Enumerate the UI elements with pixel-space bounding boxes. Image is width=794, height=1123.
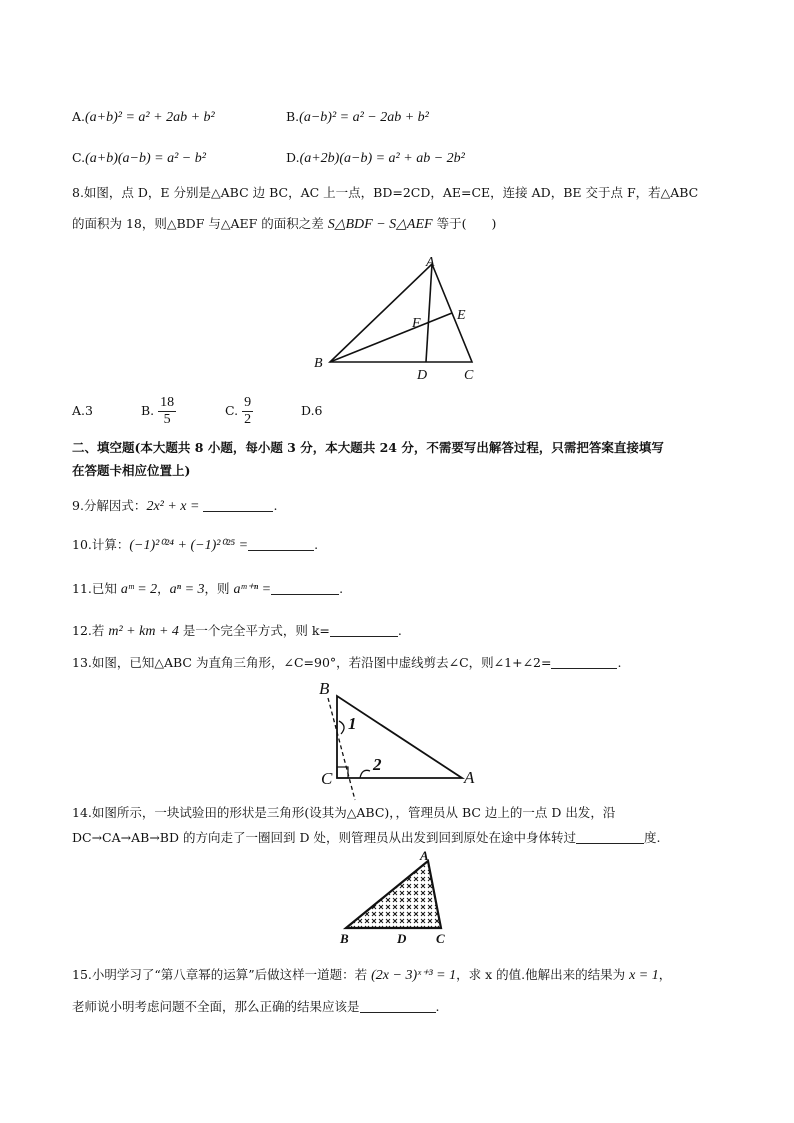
q8-label-f: F <box>412 316 421 331</box>
q8-option-c-label: C. <box>225 403 239 418</box>
q7-option-b-expr: (a−b)² = a² − 2ab + b² <box>299 110 429 125</box>
q14-line1: 14.如图所示，一块试验田的形状是三角形(设其为△ABC)，，管理员从 BC 边上的一点 D 出发，沿 <box>72 805 616 820</box>
q7-option-a-expr: (a+b)² = a² + 2ab + b² <box>85 110 215 125</box>
q9 <box>72 496 277 517</box>
section2-title-line1: 二、填空题(本大题共 8 小题，每小题 3 分，本大题共 24 分，不需要写出解答过程，只需把答案直接填写 <box>72 440 664 455</box>
q15-tail: . <box>435 999 440 1014</box>
q13-angle2-arc <box>360 770 370 778</box>
q8-option-d: D.6 <box>301 403 323 418</box>
q11-text: 11.已知 <box>72 581 121 596</box>
q8-option-b <box>141 392 176 430</box>
q12-text: 12.若 <box>72 623 109 638</box>
q15-answer-blank[interactable] <box>360 998 436 1013</box>
q7-option-d <box>286 148 465 169</box>
q15-line2 <box>72 997 440 1017</box>
q13-triangle <box>337 696 462 778</box>
q15-line2-text: 老师说小明考虑问题不全面，那么正确的结果应该是 <box>72 999 360 1014</box>
q8-option-b-label: B. <box>141 403 155 418</box>
q14-label-a: A <box>420 848 429 863</box>
q14-label-d: D <box>397 931 407 946</box>
q9-answer-blank[interactable] <box>203 497 273 512</box>
q8-option-b-fraction <box>158 395 176 428</box>
q8-option-c-fraction <box>242 395 253 428</box>
q8-line1: 8.如图，点 D，E 分别是△ABC 边 BC，AC 上一点，BD=2CD，AE=CE，连接 AD，BE 交于点 F，若△ABC <box>72 185 699 200</box>
q13-label-1: 1 <box>348 714 357 733</box>
q7-option-c <box>72 148 206 169</box>
q13-text: 13.如图，已知△ABC 为直角三角形，∠C=90°，若沿图中虚线剪去∠C，则∠1+∠2= <box>72 655 552 670</box>
q8-label-d: D <box>417 368 428 383</box>
q10-text: 10.计算： <box>72 537 130 552</box>
q8-label-e: E <box>457 308 466 323</box>
q8-option-a: A.3 <box>72 403 93 418</box>
q15-line1-text: 15.小明学习了“第八章幂的运算”后做这样一道题：若 <box>72 967 372 982</box>
q8-option-b-denominator: 5 <box>163 412 171 427</box>
q8-line2 <box>72 214 496 235</box>
q14-line2 <box>72 828 660 848</box>
q9-text: 9.分解因式： <box>72 498 147 513</box>
q8-segment-be <box>330 313 452 362</box>
q12 <box>72 621 402 642</box>
q8-option-b-numerator: 18 <box>160 395 175 410</box>
q14-triangle <box>346 861 441 928</box>
q15-equation: (2x − 3)ˣ⁺³ = 1 <box>371 968 457 983</box>
q13-label-b: B <box>319 679 330 698</box>
q11-answer-blank[interactable] <box>271 580 339 595</box>
q14-line2-text: DC→CA→AB→BD 的方向走了一圈回到 D 处，则管理员从出发到回到原处在途中身体转过 <box>72 830 576 845</box>
q15-student-answer: x = 1 <box>629 968 659 983</box>
q13-label-c: C <box>321 769 333 788</box>
q12-mid: 是一个完全平方式，则 k= <box>178 623 330 638</box>
q8-line2-tail: 等于( ) <box>432 216 497 231</box>
q9-expr: 2x² + x = <box>146 499 200 514</box>
q13-right-triangle-figure <box>312 676 482 804</box>
q11-mid: ，则 <box>204 581 234 596</box>
q7-option-c-expr: (a+b)(a−b) = a² − b² <box>85 151 206 166</box>
q15-line1-mid: ，求 x 的值.他解出来的结果为 <box>456 967 630 982</box>
q11-expr3: aᵐ⁺ⁿ = <box>233 582 272 597</box>
q8-segment-ad <box>426 264 432 362</box>
q7-option-b <box>286 107 429 128</box>
q8-area-expr: S△BDF − S△AEF <box>327 217 433 232</box>
q8-label-a: A <box>426 255 435 270</box>
q11-tail: . <box>339 581 344 596</box>
q8-line2-text: 的面积为 18，则△BDF 与△AEF 的面积之差 <box>72 216 328 231</box>
q7-option-c-label: C. <box>72 150 86 165</box>
q14-answer-blank[interactable] <box>576 829 644 844</box>
q11-expr1: aᵐ = 2 <box>120 582 158 597</box>
q7-option-b-label: B. <box>286 109 300 124</box>
q13-tail: . <box>617 655 622 670</box>
q10-expr: (−1)²⁰²⁴ + (−1)²⁰²⁵ = <box>129 538 249 553</box>
q15-line1-tail: ， <box>658 967 672 982</box>
q8-option-c-denominator: 2 <box>244 412 252 427</box>
q14-field-triangle-figure <box>336 848 458 948</box>
q8-triangle-figure <box>310 252 490 384</box>
q7-option-d-expr: (a+2b)(a−b) = a² + ab − 2b² <box>299 151 465 166</box>
q13 <box>72 653 621 673</box>
q14-label-c: C <box>436 931 445 946</box>
q8-option-c-numerator: 9 <box>244 395 252 410</box>
q11-expr2: aⁿ = 3 <box>169 582 205 597</box>
q13-angle1-arc <box>339 721 344 734</box>
q13-answer-blank[interactable] <box>551 654 617 669</box>
q9-tail: . <box>273 498 278 513</box>
q14-label-b: B <box>340 931 349 946</box>
q7-option-a <box>72 107 215 128</box>
q12-answer-blank[interactable] <box>330 622 398 637</box>
q8-label-b: B <box>314 356 323 371</box>
q13-label-2: 2 <box>373 755 382 774</box>
q7-option-d-label: D. <box>286 150 300 165</box>
q12-tail: . <box>397 623 402 638</box>
q15-line1 <box>72 965 671 986</box>
q13-label-a: A <box>464 768 475 787</box>
q11 <box>72 579 343 600</box>
q10-tail: . <box>314 537 319 552</box>
q12-expr: m² + km + 4 <box>108 624 179 639</box>
q10-answer-blank[interactable] <box>248 536 314 551</box>
q8-label-c: C <box>464 368 474 383</box>
q14-tail: 度. <box>643 830 661 845</box>
q8-option-c <box>225 392 253 430</box>
section2-title-line2: 在答题卡相应位置上) <box>72 463 191 478</box>
q7-option-a-label: A. <box>72 109 86 124</box>
q11-sep: ， <box>157 581 170 596</box>
q10 <box>72 535 318 556</box>
